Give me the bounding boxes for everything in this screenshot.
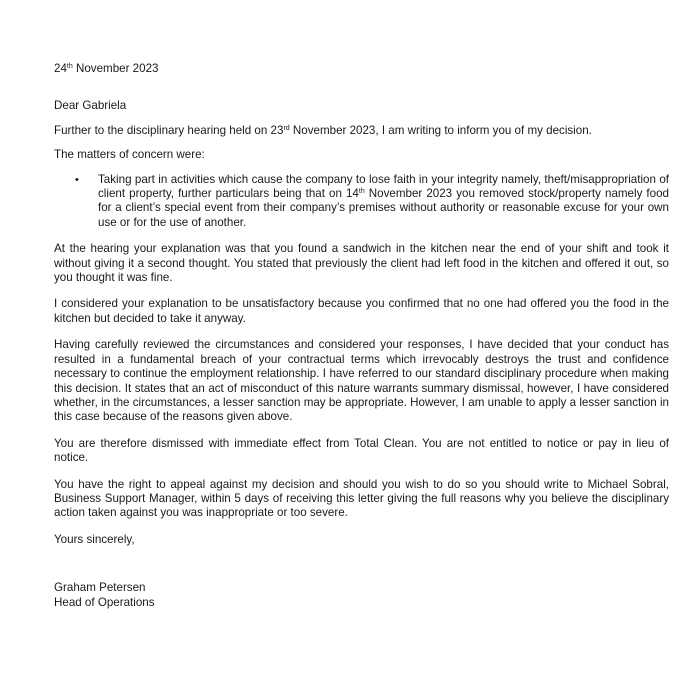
- bullet-dot-icon: •: [75, 173, 79, 186]
- decision-paragraph: Having carefully reviewed the circumstances and considered your responses, I have decided that your conduct has resulted in a fundamental breach of your contractual terms which irrevocably destroys the trust and confidence necessary to continue the employment relationship. I have referred to our standard disciplinary procedure when making this decision. It states that an act of misconduct of this nature warrants summary dismissal, however, I have considered whether, in the circumstances, a lesser sanction may be appropriate. However, I am unable to apply a lesser sanction in this case because of the reasons given above.: [54, 338, 669, 424]
- intro-text-end: November 2023, I am writing to inform you of my decision.: [289, 123, 592, 137]
- salutation: Dear Gabriela: [54, 99, 127, 113]
- signatory-title: Head of Operations: [54, 595, 155, 609]
- date-day: 24: [54, 62, 67, 75]
- intro-ordinal-suffix: rd: [283, 124, 290, 132]
- closing: Yours sincerely,: [54, 532, 135, 546]
- letter: [54, 62, 669, 610]
- intro-text-start: Further to the disciplinary hearing held on 23: [54, 123, 284, 137]
- intro-paragraph: [54, 124, 669, 138]
- concern-heading: The matters of concern were:: [54, 148, 205, 162]
- bullet-text-end: November 2023 you removed stock/property namely food for a client’s special event from their company’s premises without authority or reasonable excuse for your own use or for the use of another.: [98, 187, 669, 229]
- concern-bullet-text: [98, 173, 669, 231]
- appeal-paragraph: You have the right to appeal against my decision and should you wish to do so you should write to Michael Sobral, Business Support Manager, within 5 days of receiving this letter giving the full reasons why you believe the disciplinary action taken against you was inappropriate or too severe.: [54, 477, 669, 520]
- signatory-name: Graham Petersen: [54, 581, 146, 595]
- bullet-text-start: Taking part in activities which cause the company to lose faith in your integrity namely, theft/misappropriation of client property, further particulars being that on 14: [98, 172, 669, 201]
- letter-date: [54, 62, 669, 76]
- explanation-paragraph: At the hearing your explanation was that you found a sandwich in the kitchen near the end of your shift and took it without giving it a second thought. You stated that previously the client had left food in the kitchen and offered it out, so you thought it was fine.: [54, 242, 669, 285]
- bullet-ordinal-suffix: th: [358, 188, 365, 196]
- date-month-year: November 2023: [72, 62, 159, 75]
- date-ordinal-suffix: th: [66, 63, 73, 70]
- unsatisfactory-paragraph: I considered your explanation to be unsatisfactory because you confirmed that no one had offered you the food in the kitchen but decided to take it anyway.: [54, 297, 669, 325]
- concern-bullet-item: [54, 173, 669, 231]
- dismissal-paragraph: You are therefore dismissed with immediate effect from Total Clean. You are not entitled to notice or pay in lieu of notice.: [54, 436, 669, 465]
